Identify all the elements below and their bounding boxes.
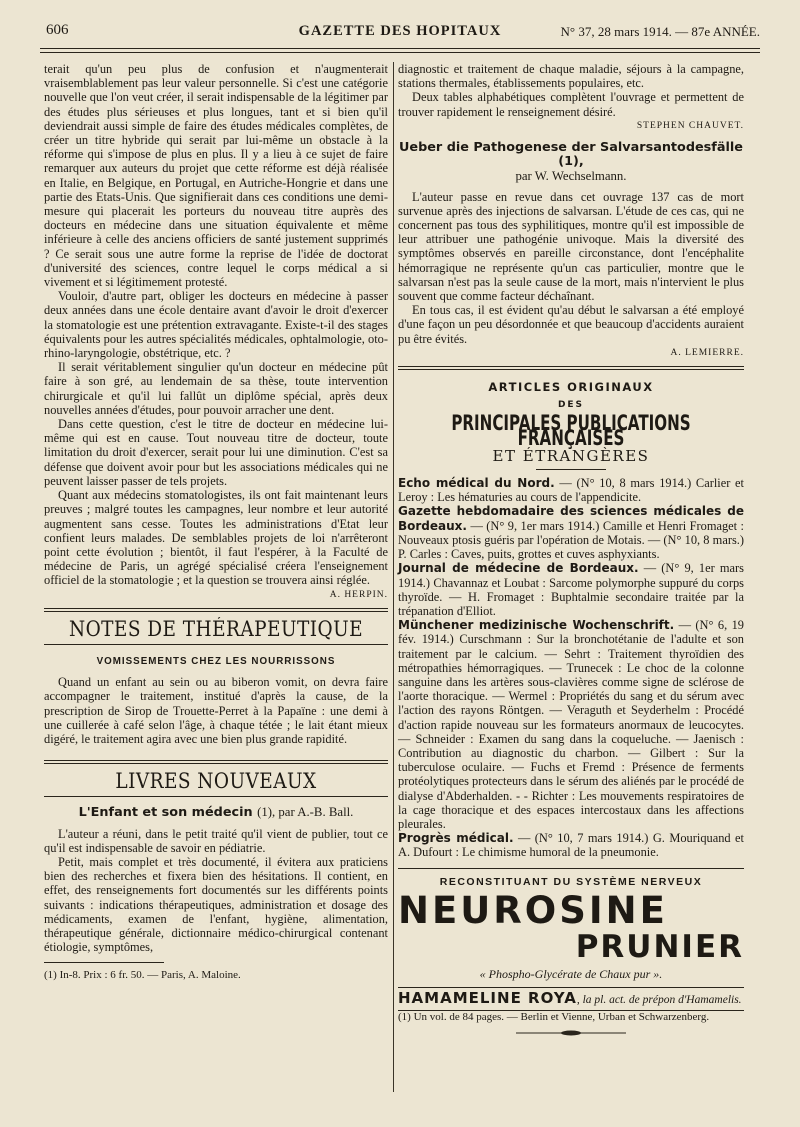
footnote-rule xyxy=(44,962,164,963)
section-heading-des: DES xyxy=(557,400,585,411)
book-title-text: L'Enfant et son médecin xyxy=(78,805,253,821)
paragraph: Dans cette question, c'est le titre de docteur en médecine lui-même qui est en cause. Tout nouveau titre de docteur, toute limitation du droit d'exercer, serait pour lui une diminution. C'est sa défense que doivent avoir pour but les associations médicales qui ne peuvent laisser passer de tels projets. xyxy=(44,417,388,488)
section-heading: NOTES DE THÉRAPEUTIQUE xyxy=(68,616,364,641)
section-rule xyxy=(398,366,744,370)
list-item xyxy=(398,504,744,561)
ad-product-name: NEUROSINE xyxy=(398,888,668,932)
paragraph: diagnostic et traitement de chaque maladie, séjours à la campagne, stations thermales, établissements populaires, etc. xyxy=(398,62,744,91)
ad-hamameline-name: HAMAMELINE ROYA xyxy=(398,988,577,1007)
entry-text: — (N° 10, 8 mars 1914.) Carlier et Leroy : Les hématuries au cours de l'appendicite. xyxy=(398,476,744,505)
footnote: (1) Un vol. de 84 pages. — Berlin et Vienne, Urban et Schwarzenberg. xyxy=(398,1011,710,1024)
list-item xyxy=(398,831,744,859)
signature-name: STEPHEN CHAUVET. xyxy=(636,120,744,131)
signature xyxy=(44,588,388,602)
ad-headline: RECONSTITUANT DU SYSTÈME NERVEUX xyxy=(439,875,703,888)
paragraph: Deux tables alphabétiques complètent l'ouvrage et permettent de trouver rapidement le renseignement désiré. xyxy=(398,90,744,119)
journal-name: Gazette hebdomadaire des sciences médicales de Bordeaux. xyxy=(398,504,744,533)
section-heading: LIVRES NOUVEAUX xyxy=(115,769,317,794)
paragraph: L'auteur passe en revue dans cet ouvrage 137 cas de mort survenue après des injections de salvarsan. L'étude de ces cas, qui ne concernent pas tous des syphilitiques, montre qu'il est impossible de leur attribuer une pathogénie univoque. Mais la diversité des symptômes observés en pareille circonstance, dont l'encéphalite hémorragique ne représente qu'un cas particulier, montre que le salvarsan n'est pas la seule cause de la mort, mais n'intervient le plus souvent que comme facteur déchaînant. xyxy=(398,189,744,304)
column-divider xyxy=(393,62,394,1092)
paragraph: Petit, mais complet et très documenté, il évitera aux praticiens bien des recherches et fixera bien des hésitations. Il contient, en effet, des renseignements fort documentés sur les différents points suivants : indications thérapeutiques, administration et dosage des médicaments, examen de l'enfant, hygiène, alimentation, thérapeutique générale, dictionnaire médico-chirurgical contenant étiologie, symptômes, xyxy=(44,854,388,955)
right-column xyxy=(398,62,744,1042)
publication-list xyxy=(398,476,744,859)
signature xyxy=(398,119,744,133)
paragraph: terait qu'un peu plus de confusion et n'augmenterait vraisemblablement pas leur valeur personnelle. Si c'est une catégorie nouvelle que l'on veut créer, il serait indispensable de la légitimer par des études plus sérieuses et plus longues, tant et si bien qu'il deviendrait aussi simple de faire des études médicales complètes, de créer un titre hybride qui serait par lui-même un obstacle à la réforme qui s'impose de plus en plus. Il y a lieu à ce sujet de faire remarquer aux auteurs du projet que cette réforme est déjà réalisée en Italie, en Belgique, en Portugal, en Autriche-Hongrie et dans une partie des Etats-Unis. Que signifierait dans ces conditions une demi-mesure qui placerait les porteurs du nouveau titre auprès des docteurs en médecine dans une situation équivalente et même inférieure à celle des anciens officiers de santé justement supprimés ? Ce serait sous une autre forme la reprise de l'idée de doctorat d'université des sciences, contre lequel le corps médical a si vivement et si légitimement protesté. xyxy=(44,62,388,290)
section-rule xyxy=(44,644,388,645)
section-heading: ARTICLES ORIGINAUX xyxy=(488,380,654,395)
book-author: (1), par A.-B. Ball. xyxy=(257,805,354,820)
section-heading-main: PRINCIPALES PUBLICATIONS FRANÇAISES xyxy=(451,411,691,450)
article-author: par W. Wechselmann. xyxy=(515,169,627,184)
left-column xyxy=(44,62,388,982)
journal-name: Journal de médecine de Bordeaux. xyxy=(398,561,639,576)
paragraph: Quant aux médecins stomatologistes, ils ont fait maintenant leurs preuves ; malgré toutes les campagnes, leur nombre et leur autorité augmentent sans cesse. Toutes les administrations d'Etat leur confient leurs malades. De semblables projets de loi n'arrêteront point cette évolution ; bientôt, il faut l'espérer, à la Faculté de médecine de Paris, un agrégé spécialisé créera l'enseignement officiel de la stomatologie ; et la question se trouvera ainsi réglée. xyxy=(44,488,388,588)
header-rule-top xyxy=(40,48,760,49)
list-item xyxy=(398,561,744,618)
ornament xyxy=(398,1028,744,1042)
ad-tagline: « Phospho-Glycérate de Chaux pur ». xyxy=(479,966,663,981)
list-item xyxy=(398,618,744,831)
issue-info: N° 37, 28 mars 1914. — 87e ANNÉE. xyxy=(560,24,760,39)
signature-name: A. LEMIERRE. xyxy=(670,347,744,358)
signature xyxy=(398,346,744,360)
article-title xyxy=(398,141,744,184)
entry-text: — (N° 10, 7 mars 1914.) G. Mouriquand et A. Dufourt : Le chimisme humoral de la pneumonie. xyxy=(398,831,744,860)
article-title-text: Ueber die Pathogenese der Salvarsantodesfälle (1), xyxy=(399,140,743,170)
paragraph: Quand un enfant au sein ou au biberon vomit, on devra faire accompagner le traitement, institué d'après la cause, de la prescription de Sirop de Trouette-Perret à la Papaïne : une demi à une cuillerée à café selon l'âge, à chaque tétée ; le lait étant mieux digéré, le traitement agira avec une bien plus grande rapidité. xyxy=(44,675,388,746)
ad-hamameline-desc: , la pl. act. de prépon d'Hamamelis. xyxy=(576,993,742,1006)
signature-name: A. HERPIN. xyxy=(329,589,388,600)
section-rule xyxy=(44,760,388,764)
ornament-rule-icon xyxy=(516,1029,626,1037)
journal-name: Münchener medizinische Wochenschrift. xyxy=(398,618,675,633)
journal-name: Echo médical du Nord. xyxy=(398,476,555,491)
journal-title: GAZETTE DES HOPITAUX xyxy=(298,23,502,39)
ad-hamameline xyxy=(398,987,744,1011)
subsection-heading: VOMISSEMENTS CHEZ LES NOURRISSONS xyxy=(96,655,336,667)
list-item xyxy=(398,476,744,504)
page-header xyxy=(40,22,760,44)
entry-text: — (N° 9, 1er mars 1914.) Camille et Henri Fromaget : Nouveaux ptosis guéris par l'opération de Motais. — (N° 10, 8 mars.) P. Carles : Caves, puits, grottes et cuves asphyxiants. xyxy=(398,518,744,562)
book-title xyxy=(44,805,388,820)
paragraph: En tous cas, il est évident qu'au début le salvarsan a été employé d'une façon un peu désordonnée et que beaucoup d'accidents auraient pu être évités. xyxy=(398,303,744,346)
short-rule xyxy=(536,469,606,470)
entry-text: — (N° 6, 19 fév. 1914.) Curschmann : Sur la bronchotétanie de l'adulte et son traitement par le calcium. — Sehrt : Traitement thyroïdien des métropathies hémorragiques. — Trunecek : Le choc de la colonne sanguine dans les artères sous-clavières comme signe de sclérose de l'aorte thoracique. — Wermel : Propriétés du sang et du sérum avec l'action des rayons Röntgen. — Veraguth et Seyderhelm : Procédé d'action rapide nouveau sur les formateurs anormaux de leucocytes. — Schneider : Examen du sang dans la coqueluche. — Jaenisch : Contribution au diagnostic du charbon. — Gilbert : Sur la tuberculose oculaire. — Fuchs et Fremd : Présence de ferments protéolytiques protecteurs dans le sérum des aliénés par le procédé de dialyse d'Abderhalden. - - Richter : Les mouvements respiratoires de la cage thoracique et des espaces intercostaux dans les affections pleurales. xyxy=(398,618,744,831)
footnote: (1) In-8. Prix : 6 fr. 50. — Paris, A. Maloine. xyxy=(44,969,241,982)
ad-brand-name: PRUNIER xyxy=(575,928,744,965)
section-rule xyxy=(44,796,388,797)
advertisement xyxy=(398,868,744,1012)
paragraph: Vouloir, d'autre part, obliger les docteurs en médecine à passer deux années dans une école dentaire avant d'avoir le droit d'exercer la stomatologie est une prétention extravagante. Existe-t-il des stages équivalents pour les autres spécialités médicales, ophtalmologie, oto-rhino-laryngologie, obstétrique, etc. ? xyxy=(44,289,388,361)
page-number: 606 xyxy=(46,22,69,38)
entry-text: — (N° 9, 1er mars 1914.) Chavannaz et Loubat : Sarcome polymorphe suppuré du corps thyroïde. — H. Fromaget : Buphtalmie secondaire traitée par la trépanation d'Elliot. xyxy=(398,561,744,618)
paragraph: L'auteur a réuni, dans le petit traité qu'il vient de publier, tout ce qu'il est indispensable de savoir en pédiatrie. xyxy=(44,826,388,855)
journal-name: Progrès médical. xyxy=(398,831,514,846)
paragraph: Il serait véritablement singulier qu'un docteur en médecine pût faire à son gré, au lendemain de sa thèse, toute intervention chirurgicale et qu'il lui fallût un diplôme spécial, après deux nouvelles années d'études, pour pouvoir arracher une dent. xyxy=(44,360,388,417)
section-rule xyxy=(44,608,388,612)
header-rule-bottom xyxy=(40,52,760,53)
section-heading-sub: ET ÉTRANGÈRES xyxy=(492,446,650,465)
